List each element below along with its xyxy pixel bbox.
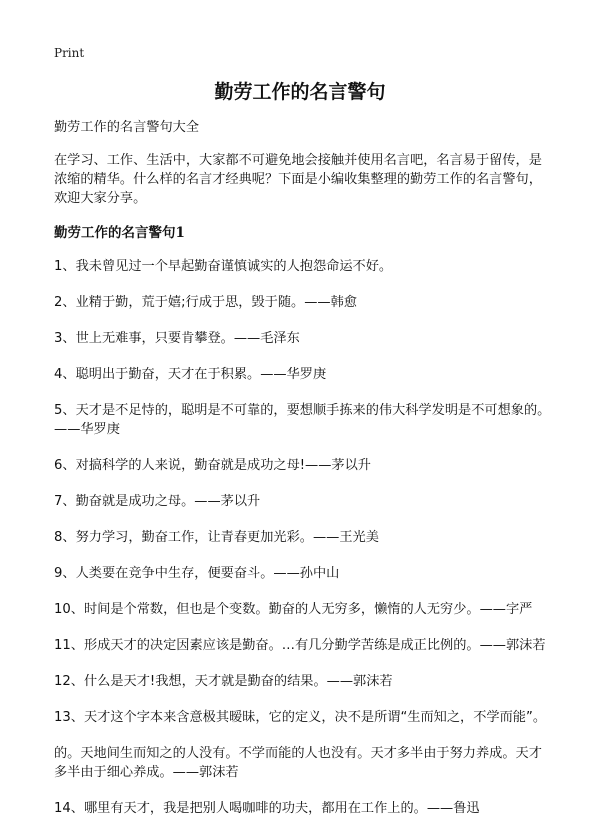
- quote-item: 14、哪里有天才，我是把别人喝咖啡的功夫，都用在工作上的。——鲁迅: [54, 801, 480, 816]
- quote-item: 6、对搞科学的人来说，勤奋就是成功之母!——茅以升: [54, 458, 371, 473]
- quote-item: 8、努力学习，勤奋工作，让青春更加光彩。——王光美: [54, 530, 379, 545]
- quote-item: 10、时间是个常数，但也是个变数。勤奋的人无穷多，懒惰的人无穷少。——字严: [54, 602, 533, 617]
- quote-item: 2、业精于勤，荒于嬉;行成于思，毁于随。——韩愈: [54, 295, 357, 310]
- quote-item: 1、我未曾见过一个早起勤奋谨慎诚实的人抱怨命运不好。: [54, 259, 393, 274]
- article-subtitle: 勤劳工作的名言警句大全: [54, 120, 200, 135]
- quote-item: 3、世上无难事，只要肯攀登。——毛泽东: [54, 331, 300, 346]
- article-body: [54, 118, 554, 835]
- quote-item: 9、人类要在竞争中生存，便要奋斗。——孙中山: [54, 566, 340, 581]
- section-heading: 勤劳工作的名言警句1: [54, 225, 185, 241]
- quote-item: 4、聪明出于勤奋，天才在于积累。——华罗庚: [54, 367, 327, 382]
- quote-item: 11、形成天才的决定因素应该是勤奋。…有几分勤学苦练是成正比例的。——郭沫若: [54, 638, 546, 653]
- quote-item: 7、勤奋就是成功之母。——茅以升: [54, 494, 261, 509]
- quote-item-continuation: 的。天地间生而知之的人没有。不学而能的人也没有。天才多半由于努力养成。天才多半由于细心养成。——郭沫若: [54, 746, 542, 780]
- quote-item: 13、天才这个字本来含意极其暧昧，它的定义，决不是所谓“生而知之，不学而能”。: [54, 710, 547, 725]
- quote-item: 5、天才是不足恃的，聪明是不可靠的，要想顺手拣来的伟大科学发明是不可想象的。——华罗庚: [54, 403, 551, 437]
- print-link[interactable]: Print: [54, 46, 85, 60]
- article-intro: 在学习、工作、生活中，大家都不可避免地会接触并使用名言吧，名言易于留传，是浓缩的精华。什么样的名言才经典呢？下面是小编收集整理的勤劳工作的名言警句，欢迎大家分享。: [54, 153, 542, 206]
- quote-item: 12、什么是天才!我想，天才就是勤奋的结果。——郭沫若: [54, 674, 393, 689]
- page-title: 勤劳工作的名言警句: [214, 81, 386, 103]
